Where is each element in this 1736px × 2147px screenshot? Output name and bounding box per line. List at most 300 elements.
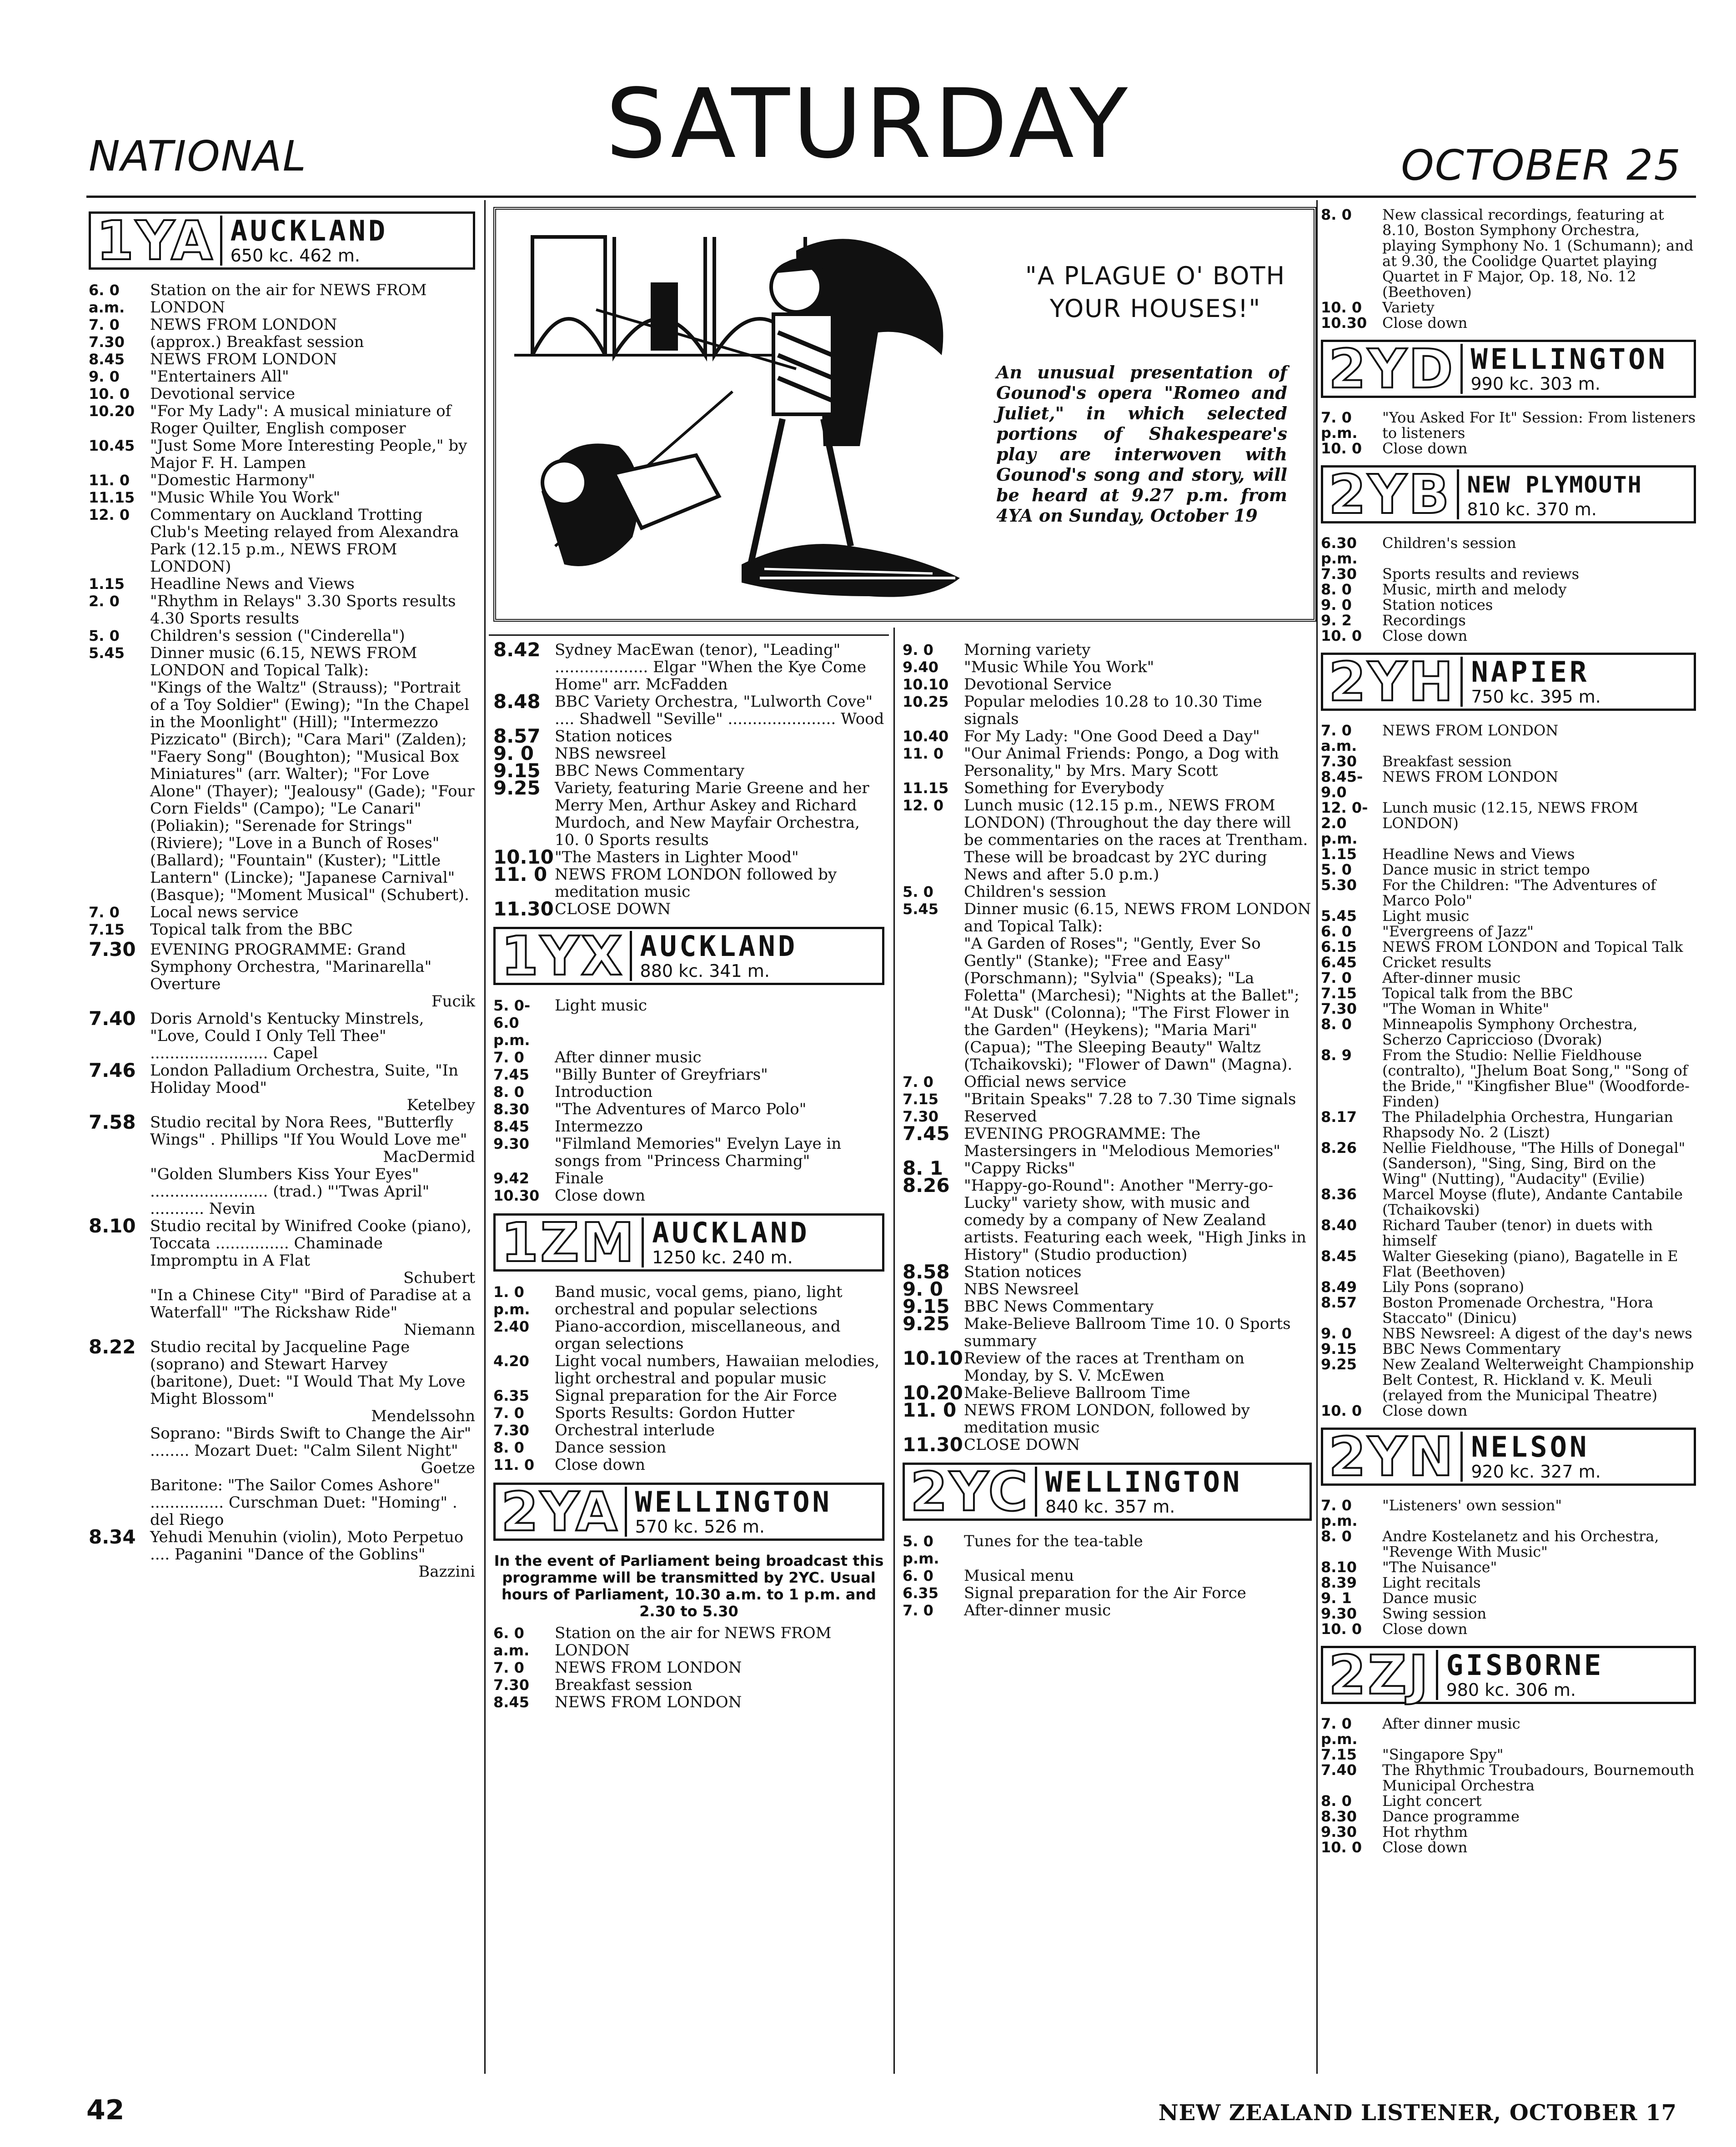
- entry-description: Dinner music (6.15, NEWS FROM LONDON and Topical Talk):: [150, 644, 417, 679]
- entry-time: 8.30: [493, 1101, 529, 1118]
- schedule-entry: [903, 1278, 1312, 1300]
- entry-time: 9. 0: [903, 1278, 943, 1300]
- schedule-entry: [1321, 1747, 1696, 1762]
- entry-description: Variety, featuring Marie Greene and her Merry Men, Arthur Askey and Richard Murdoch, and New Mayfair Orchestra, 10. 0 Sports results: [555, 779, 869, 849]
- station-header-2ya: [493, 1480, 884, 1543]
- entry-description: Doris Arnold's Kentucky Minstrels, "Love, Could I Only Tell Thee" ........................ Capel: [150, 1010, 424, 1062]
- entry-time: 11. 0: [903, 1399, 957, 1421]
- entry-description: Close down: [1382, 627, 1468, 644]
- entry-description: BBC News Commentary: [555, 762, 745, 780]
- entry-time: 10.30: [1321, 314, 1367, 332]
- schedule-entry: [903, 1263, 1312, 1281]
- schedule-entry: [903, 900, 1312, 935]
- schedule-entry: [493, 1135, 884, 1170]
- station-frequency: 990 kc. 303 m.: [1470, 374, 1601, 394]
- entry-description: Swing session: [1382, 1605, 1487, 1622]
- entry-time: 12. 0: [89, 506, 130, 523]
- entry-description: Close down: [1382, 1839, 1468, 1856]
- entry-description: Lily Pons (soprano): [1382, 1278, 1525, 1296]
- column-2: [493, 641, 884, 1711]
- entry-time: 10. 0: [1321, 627, 1362, 644]
- station-frequency: 810 kc. 370 m.: [1467, 499, 1597, 519]
- schedule-entry: [89, 368, 475, 385]
- entry-description: Devotional Service: [964, 675, 1112, 694]
- entry-description: Close down: [1382, 1620, 1468, 1638]
- schedule-entry: [903, 1108, 1312, 1125]
- schedule-entry: [493, 863, 884, 901]
- station-frequency: 980 kc. 306 m.: [1446, 1680, 1576, 1700]
- schedule-entry: [493, 1170, 884, 1187]
- station-city: WELLINGTON: [1045, 1465, 1243, 1498]
- entry-time: 7. 0: [493, 1404, 524, 1422]
- entry-time: 8. 9: [1321, 1046, 1352, 1064]
- entry-description: Station on the air for NEWS FROM LONDON: [150, 281, 427, 317]
- entry-time: 9. 0: [903, 641, 933, 659]
- schedule-entry: [1321, 1001, 1696, 1016]
- entry-description: (approx.) Breakfast session: [150, 333, 364, 351]
- entry-description: BBC News Commentary: [1382, 1340, 1561, 1358]
- entry-description: Lunch music (12.15 p.m., NEWS FROM LONDON) (Throughout the day there will be commentaries on the races at Trentham. These will be broadcast by 2YC during News and after 5.0 p.m.): [964, 796, 1308, 884]
- station-city: AUCKLAND: [640, 930, 798, 963]
- page-date: OCTOBER 25: [1401, 141, 1681, 190]
- entry-description: NEWS FROM LONDON: [150, 316, 337, 334]
- schedule-entry: [493, 1624, 884, 1659]
- schedule-entry: [493, 1187, 884, 1204]
- station-header-1ya: [89, 211, 475, 270]
- entry-description: "Just Some More Interesting People," by Major F. H. Lampen: [150, 437, 467, 472]
- entry-time: 7. 0 p.m.: [1321, 409, 1358, 442]
- schedule-entry: [89, 489, 475, 506]
- entry-description: "Evergreens of Jazz": [1382, 923, 1534, 940]
- schedule-entry: [1321, 1403, 1696, 1418]
- entry-description: "The Nuisance": [1382, 1559, 1497, 1576]
- entry-time: 8. 1: [903, 1157, 943, 1179]
- entry-time: 1. 0 p.m.: [493, 1283, 530, 1318]
- entry-time: 7.30: [1321, 753, 1357, 770]
- schedule-entry: [1321, 1498, 1696, 1529]
- entry-description: "Music While You Work": [964, 658, 1154, 676]
- schedule-entry: [903, 728, 1312, 745]
- schedule-entry: [89, 402, 475, 437]
- entry-time: 7. 0 p.m.: [1321, 1715, 1358, 1748]
- station-header-1yx: [493, 927, 884, 985]
- entry-time: 9.25: [493, 777, 541, 799]
- entry-description: After dinner music: [1382, 1715, 1520, 1732]
- schedule-entry: [89, 1111, 475, 1166]
- entry-time: 7.30: [1321, 1000, 1357, 1017]
- entry-time: 9. 0: [493, 742, 534, 764]
- schedule-entry: [903, 1384, 1312, 1402]
- entry-description: Children's session: [1382, 534, 1516, 552]
- entry-description: Station notices: [964, 1263, 1082, 1281]
- entry-description: Intermezzo: [555, 1117, 643, 1136]
- entry-time: 8.30: [1321, 1808, 1357, 1825]
- schedule-1zm: [493, 1283, 884, 1473]
- entry-time: 7.58: [89, 1111, 136, 1133]
- schedule-entry: [89, 1217, 475, 1287]
- schedule-entry: [903, 1602, 1312, 1619]
- schedule-entry: [1321, 1590, 1696, 1606]
- callsign: 2YB: [1323, 469, 1459, 519]
- entry-time: 7.15: [1321, 985, 1357, 1002]
- schedule-entry: [1321, 1341, 1696, 1357]
- entry-time: 8. 0: [1321, 1016, 1352, 1033]
- entry-description: NBS Newsreel: [964, 1280, 1079, 1298]
- schedule-2ya-continued: [903, 641, 1312, 1125]
- entry-time: 10.45: [89, 437, 135, 454]
- entry-time: 10. 0: [1321, 1839, 1362, 1856]
- schedule-entry: [1321, 597, 1696, 613]
- schedule-entry: [1321, 754, 1696, 769]
- schedule-entry: [89, 575, 475, 593]
- entry-description: Band music, vocal gems, piano, light orchestral and popular selections: [555, 1283, 843, 1318]
- entry-time: 11. 0: [493, 1456, 535, 1473]
- schedule-entry: [493, 900, 884, 918]
- entry-description: Breakfast session: [555, 1676, 692, 1694]
- station-header-2zj: [1321, 1646, 1696, 1704]
- entry-description: Cricket results: [1382, 954, 1492, 971]
- entry-description: EVENING PROGRAMME: The Mastersingers in "Melodious Memories": [964, 1125, 1280, 1160]
- entry-time: 10. 0: [1321, 1620, 1362, 1638]
- entry-description: Local news service: [150, 903, 299, 921]
- schedule-entry: [89, 1287, 475, 1338]
- entry-description: Review of the races at Trentham on Monday, by S. V. McEwen: [964, 1349, 1245, 1385]
- entry-description: For My Lady: "One Good Deed a Day": [964, 727, 1260, 745]
- column-divider: [893, 628, 895, 2074]
- entry-description: Hot rhythm: [1382, 1823, 1468, 1840]
- entry-time: 7. 0: [1321, 969, 1352, 986]
- entry-description: Music, mirth and melody: [1382, 581, 1567, 598]
- entry-time: 8.57: [493, 725, 541, 747]
- schedule-entry: [493, 1101, 884, 1118]
- schedule-1yx: [493, 997, 884, 1204]
- entry-description: NEWS FROM LONDON, followed by meditation music: [964, 1401, 1250, 1437]
- schedule-entry: [493, 1456, 884, 1473]
- entry-description: "Cappy Ricks": [964, 1159, 1075, 1177]
- entry-time: 2. 0: [89, 593, 120, 610]
- entry-description: "Singapore Spy": [1382, 1746, 1504, 1763]
- evening-programme-2ya: [903, 1122, 1312, 1456]
- schedule-entry: [89, 1166, 475, 1217]
- entry-time: 8.36: [1321, 1186, 1357, 1203]
- entry-description: Children's session: [964, 883, 1107, 901]
- composer: Fucik: [431, 992, 475, 1011]
- entry-description: Dinner music (6.15, NEWS FROM LONDON and Topical Talk):: [964, 900, 1311, 935]
- entry-description: "Music While You Work": [150, 488, 341, 507]
- entry-time: 9.30: [1321, 1823, 1357, 1840]
- entry-description: Light vocal numbers, Hawaiian melodies, light orchestral and popular music: [555, 1352, 880, 1388]
- entry-description: Official news service: [964, 1073, 1127, 1091]
- entry-time: [89, 1287, 150, 1338]
- entry-description: After-dinner music: [964, 1601, 1111, 1619]
- entry-description: "The Woman in White": [1382, 1000, 1550, 1017]
- entry-description: Soprano: "Birds Swift to Change the Air" ........ Mozart Duet: "Calm Silent Night": [150, 1424, 472, 1460]
- schedule-entry: [903, 1433, 1312, 1456]
- entry-description: "Filmland Memories" Evelyn Laye in songs from "Princess Charming": [555, 1135, 842, 1170]
- entry-description: NEWS FROM LONDON and Topical Talk: [1382, 938, 1683, 955]
- entry-time: 5. 0: [903, 883, 933, 900]
- schedule-entry: [903, 1295, 1312, 1317]
- schedule-entry: [89, 679, 475, 904]
- entry-time: 8.45-9.0: [1321, 768, 1363, 801]
- schedule-entry: [1321, 955, 1696, 970]
- entry-description: Sports Results: Gordon Hutter: [555, 1404, 795, 1422]
- entry-description: Close down: [1382, 440, 1468, 457]
- schedule-entry: [1321, 1217, 1696, 1248]
- entry-description: NEWS FROM LONDON: [555, 1659, 742, 1677]
- entry-description: NEWS FROM LONDON: [150, 350, 337, 368]
- schedule-entry: [89, 921, 475, 938]
- entry-time: 5. 0-6.0 p.m.: [493, 997, 531, 1049]
- entry-time: 7. 0 a.m.: [1321, 722, 1357, 754]
- entry-time: 9.15: [903, 1295, 950, 1317]
- schedule-1ya: [89, 282, 475, 938]
- entry-time: 7.30: [89, 938, 136, 960]
- entry-description: Close down: [1382, 314, 1468, 332]
- schedule-entry: [1321, 800, 1696, 846]
- entry-description: Topical talk from the BBC: [150, 920, 353, 939]
- station-city: AUCKLAND: [652, 1216, 810, 1249]
- entry-description: Topical talk from the BBC: [1382, 985, 1573, 1002]
- entry-time: 10.10: [903, 1347, 963, 1369]
- entry-time: 9.15: [493, 759, 541, 782]
- entry-time: 8.10: [1321, 1559, 1357, 1576]
- column-divider: [1316, 200, 1318, 2074]
- station-header-2yh: [1321, 650, 1696, 713]
- entry-time: 8.45: [1321, 1247, 1357, 1265]
- entry-time: 8.49: [1321, 1278, 1357, 1296]
- entry-description: Andre Kostelanetz and his Orchestra, "Revenge With Music": [1382, 1528, 1659, 1560]
- entry-description: Make-Believe Ballroom Time 10. 0 Sports summary: [964, 1315, 1291, 1350]
- entry-time: 9. 2: [1321, 612, 1352, 629]
- entry-time: [903, 935, 964, 1073]
- schedule-entry: [1321, 1762, 1696, 1793]
- entry-time: 5.30: [1321, 876, 1357, 894]
- schedule-entry: [903, 779, 1312, 797]
- entry-description: "Domestic Harmony": [150, 471, 316, 489]
- schedule-entry: [903, 1174, 1312, 1264]
- schedule-entry: [493, 1659, 884, 1676]
- entry-description: Something for Everybody: [964, 779, 1164, 797]
- schedule-entry: [1321, 1357, 1696, 1403]
- schedule-entry: [903, 1091, 1312, 1108]
- entry-time: 9.15: [1321, 1340, 1357, 1358]
- entry-description: "Happy-go-Round": Another "Merry-go-Lucky" variety show, with music and comedy by a company of New Zealand artists. Featuring each week, "High Jinks in History" (Studio production): [964, 1177, 1306, 1264]
- schedule-entry: [1321, 1559, 1696, 1575]
- entry-description: Close down: [555, 1456, 645, 1474]
- schedule-entry: [903, 1073, 1312, 1091]
- entry-description: Introduction: [555, 1083, 653, 1101]
- entry-description: Orchestral interlude: [555, 1421, 715, 1439]
- entry-time: 5. 0: [1321, 861, 1352, 878]
- entry-time: 8. 0: [1321, 1528, 1352, 1545]
- schedule-entry: [1321, 1621, 1696, 1637]
- entry-time: 10. 0: [1321, 440, 1362, 457]
- entry-description: New classical recordings, featuring at 8.10, Boston Symphony Orchestra, playing Symphony No. 1 (Schumann); and at 9.30, the Coolidge Quartet playing Quartet in F Major, Op. 18, No. 12 (Beethoven): [1382, 206, 1694, 301]
- schedule-1ya-continued: [493, 641, 884, 918]
- station-city: WELLINGTON: [1470, 342, 1668, 376]
- entry-time: 8.26: [1321, 1139, 1357, 1156]
- schedule-entry: [493, 1694, 884, 1711]
- entry-description: "A Garden of Roses"; "Gently, Ever So Gently" (Stanke); "Free and Easy" (Porschmann); "Sylvia" (Speaks); "La Foletta" (Marchesi); "Nights at the Ballet"; "At Dusk" (Colonna); "The First Flower in the Garden" (Heykens); "Maria Mari" (Capua); "The Sleeping Beauty" Waltz (Tchaikovski); "Flower of Dawn" (Magna).: [964, 935, 1299, 1074]
- schedule-entry: [493, 1404, 884, 1422]
- column-3: [903, 641, 1312, 1619]
- entry-description: NEWS FROM LONDON: [1382, 768, 1559, 785]
- entry-description: Make-Believe Ballroom Time: [964, 1384, 1190, 1402]
- entry-time: 7.15: [89, 921, 125, 938]
- station-city: WELLINGTON: [635, 1485, 832, 1518]
- entry-description: NEWS FROM LONDON: [1382, 722, 1559, 739]
- station-frequency: 750 kc. 395 m.: [1471, 687, 1601, 707]
- entry-time: 8. 0: [493, 1439, 524, 1456]
- entry-time: 7.15: [903, 1091, 938, 1108]
- schedule-entry: [903, 693, 1312, 728]
- entry-time: 8. 0: [493, 1083, 524, 1101]
- schedule-entry: [903, 676, 1312, 693]
- entry-description: Station notices: [1382, 596, 1493, 613]
- entry-description: Devotional service: [150, 385, 295, 403]
- schedule-2yn: [1321, 1498, 1696, 1637]
- entry-description: Close down: [555, 1187, 645, 1205]
- entry-time: 6. 0 a.m.: [89, 282, 125, 316]
- entry-time: 1.15: [89, 575, 125, 593]
- entry-time: 7.30: [493, 1676, 529, 1694]
- entry-time: 5. 0 p.m.: [903, 1533, 939, 1567]
- schedule-entry: [89, 627, 475, 644]
- entry-time: 7. 0: [89, 316, 120, 333]
- entry-description: Headline News and Views: [150, 575, 355, 593]
- schedule-2yd: [1321, 410, 1696, 456]
- entry-time: 7.40: [1321, 1761, 1357, 1779]
- entry-description: "Billy Bunter of Greyfriars": [555, 1066, 768, 1084]
- schedule-entry: [89, 316, 475, 333]
- composer: Schubert: [403, 1269, 475, 1287]
- entry-description: "In a Chinese City" "Bird of Paradise at a Waterfall" "The Rickshaw Ride": [150, 1286, 472, 1322]
- schedule-entry: [903, 1567, 1312, 1584]
- entry-description: "Rhythm in Relays" 3.30 Sports results 4.30 Sports results: [150, 592, 456, 628]
- schedule-entry: [89, 282, 475, 316]
- entry-time: 11.30: [493, 898, 554, 920]
- entry-time: 1.15: [1321, 845, 1357, 863]
- schedule-entry: [1321, 1187, 1696, 1217]
- callsign: 1YA: [91, 216, 222, 266]
- entry-time: 7. 0: [493, 1049, 524, 1066]
- entry-description: After-dinner music: [1382, 969, 1521, 986]
- entry-description: "You Asked For It" Session: From listeners to listeners: [1382, 409, 1696, 442]
- schedule-entry: [1321, 1326, 1696, 1341]
- schedule-entry: [89, 1059, 475, 1114]
- entry-description: Signal preparation for the Air Force: [964, 1584, 1246, 1602]
- schedule-entry: [1321, 1109, 1696, 1140]
- schedule-2zj: [1321, 1716, 1696, 1855]
- entry-description: Dance programme: [1382, 1808, 1520, 1825]
- entry-description: Finale: [555, 1169, 604, 1187]
- entry-description: Studio recital by Winifred Cooke (piano), Toccata ............... Chaminade Impromptu in A Flat: [150, 1217, 472, 1270]
- entry-description: Headline News and Views: [1382, 845, 1575, 863]
- schedule-entry: [493, 1422, 884, 1439]
- entry-description: Popular melodies 10.28 to 10.30 Time signals: [964, 693, 1262, 728]
- schedule-2yh: [1321, 723, 1696, 1418]
- schedule-entry: [1321, 1279, 1696, 1295]
- schedule-entry: [1321, 1809, 1696, 1824]
- entry-description: Dance music: [1382, 1589, 1477, 1607]
- entry-time: 5. 0: [89, 627, 120, 644]
- schedule-entry: [89, 506, 475, 575]
- schedule-entry: [493, 1118, 884, 1135]
- entry-description: Light concert: [1382, 1792, 1482, 1810]
- schedule-entry: [1321, 908, 1696, 924]
- schedule-entry: [903, 1347, 1312, 1385]
- entry-time: 8.48: [493, 690, 541, 713]
- entry-description: Tunes for the tea-table: [964, 1532, 1143, 1550]
- schedule-entry: [89, 385, 475, 402]
- entry-description: Commentary on Auckland Trotting Club's Meeting relayed from Alexandra Park (12.15 p.m., NEWS FROM LONDON): [150, 506, 459, 576]
- schedule-2yc: [903, 1533, 1312, 1619]
- entry-description: Breakfast session: [1382, 753, 1512, 770]
- schedule-entry: [89, 351, 475, 368]
- entry-time: 9. 0: [1321, 596, 1352, 613]
- schedule-entry: [903, 1312, 1312, 1350]
- entry-description: Light recitals: [1382, 1574, 1481, 1591]
- column-1: [89, 202, 475, 1580]
- entry-time: 8. 0: [1321, 206, 1352, 223]
- entry-time: 4.20: [493, 1353, 529, 1370]
- entry-description: Studio recital by Jacqueline Page (soprano) and Stewart Harvey (baritone), Duet: "I Would That My Love Might Blossom": [150, 1338, 466, 1408]
- composer: Niemann: [403, 1321, 475, 1339]
- entry-time: 8.57: [1321, 1294, 1357, 1311]
- entry-description: Walter Gieseking (piano), Bagatelle in E Flat (Beethoven): [1382, 1247, 1678, 1280]
- entry-time: 7.30: [1321, 565, 1357, 583]
- entry-time: 8.34: [89, 1526, 136, 1548]
- entry-time: 7.15: [1321, 1746, 1357, 1763]
- entry-time: 10. 0: [89, 385, 130, 402]
- entry-description: Nellie Fieldhouse, "The Hills of Donegal" (Sanderson), "Sing, Sing, Bird on the Wing" (Nutting), "Audacity" (Evilie): [1382, 1139, 1686, 1187]
- composer: Mendelssohn: [371, 1407, 475, 1425]
- entry-time: [89, 1166, 150, 1217]
- schedule-entry: [1321, 582, 1696, 597]
- entry-description: BBC News Commentary: [964, 1297, 1154, 1316]
- schedule-2yb: [1321, 535, 1696, 644]
- entry-description: Minneapolis Symphony Orchestra, Scherzo Capriccioso (Dvorak): [1382, 1016, 1638, 1048]
- schedule-entry: [1321, 1840, 1696, 1855]
- entry-time: 9.30: [493, 1135, 529, 1152]
- schedule-entry: [1321, 1529, 1696, 1559]
- evening-programme-1ya: [89, 938, 475, 1581]
- callsign: 2YC: [905, 1467, 1037, 1517]
- schedule-entry: [89, 904, 475, 921]
- station-frequency: 920 kc. 327 m.: [1471, 1462, 1601, 1482]
- entry-description: NBS newsreel: [555, 744, 666, 763]
- schedule-entry: [1321, 986, 1696, 1001]
- schedule-entry: [493, 846, 884, 868]
- schedule-entry: [1321, 1824, 1696, 1840]
- entry-description: Station notices: [555, 727, 672, 745]
- parliament-note: In the event of Parliament being broadcast this programme will be transmitted by 2YC. Usual hours of Parliament, 10.30 a.m. to 1 p.m. and 2.30 to 5.30: [494, 1552, 884, 1620]
- entry-description: "Britain Speaks" 7.28 to 7.30 Time signals: [964, 1090, 1296, 1108]
- schedule-entry: [1321, 862, 1696, 877]
- entry-time: 10. 0: [1321, 1402, 1362, 1419]
- schedule-entry: [1321, 1575, 1696, 1590]
- entry-description: "Golden Slumbers Kiss Your Eyes" ........................ (trad.) "'Twas April" ........... Nevin: [150, 1165, 430, 1218]
- callsign: 2YN: [1323, 1432, 1463, 1482]
- entry-time: 8.58: [903, 1261, 950, 1283]
- entry-time: [89, 1425, 150, 1477]
- entry-time: 8.42: [493, 639, 541, 661]
- entry-time: 7.40: [89, 1007, 136, 1030]
- entry-time: 9.30: [1321, 1605, 1357, 1622]
- entry-time: 7. 0 p.m.: [1321, 1497, 1358, 1529]
- entry-time: 10.20: [89, 402, 135, 420]
